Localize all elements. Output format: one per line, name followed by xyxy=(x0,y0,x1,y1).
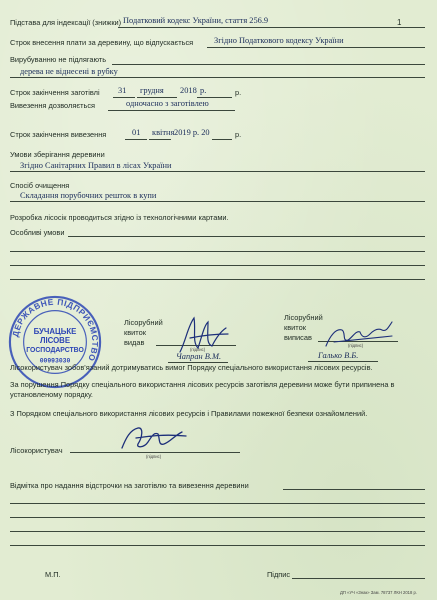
forest-user-signature xyxy=(116,420,190,458)
written-label-3: виписав xyxy=(284,333,312,342)
official-stamp xyxy=(6,293,104,391)
cleaning-value: Складання порубочних решток в купи xyxy=(20,191,157,200)
harvest-end-day: 31 xyxy=(118,86,127,95)
storage-value: Згідно Санітарних Правил в лісах України xyxy=(20,161,172,170)
page-number: 1 xyxy=(397,18,402,27)
violation-text: За порушення Порядку спеціального використання лісових ресурсів заготівля деревини може бути припинена в установленому порядку. xyxy=(10,380,395,399)
basis-label: Підстава для індексації (знижки) xyxy=(10,18,122,27)
issued-label-1: Лісорубний xyxy=(124,318,163,327)
removal-end-year: 2019 р. 20 xyxy=(174,128,210,137)
basis-value: Податковий кодекс України, стаття 256.9 xyxy=(123,16,269,25)
cleaning-label: Спосіб очищення xyxy=(10,181,70,190)
issued-signature xyxy=(172,312,234,360)
deferral-line-3 xyxy=(10,517,425,518)
footer-print-info: ДП «УЧ «Знак» Зам. 78737 ЛКН 2018 р. xyxy=(340,590,417,595)
harvest-end-year-word: р. xyxy=(200,86,207,95)
written-name-line xyxy=(308,361,378,362)
payment-term-value: Згідно Податкового кодексу України xyxy=(214,36,344,45)
harvest-end-month: грудня xyxy=(140,86,164,95)
special-conditions-line-1 xyxy=(68,236,425,237)
written-label-1: Лісорубний xyxy=(284,313,323,322)
forest-user-sig-caption: (підпис) xyxy=(146,454,162,459)
issued-label-3: видав xyxy=(124,338,145,347)
stamp-center-line-1: БУЧАЦЬКЕ xyxy=(33,327,77,337)
issued-sig-caption: (підпис) xyxy=(190,347,206,352)
removal-end-label: Строк закінчення вивезення xyxy=(10,130,107,139)
special-conditions-label: Особливі умови xyxy=(10,228,65,237)
special-conditions-line-4 xyxy=(10,279,425,280)
harvest-end-suffix: р. xyxy=(235,88,242,97)
footer-mp: М.П. xyxy=(45,570,61,579)
harvest-end-year-line xyxy=(197,97,232,98)
footer-signature-label: Підпис xyxy=(267,570,291,579)
footer-signature-line xyxy=(292,578,425,579)
removal-end-day: 01 xyxy=(132,128,141,137)
stamp-top-text: ДЕРЖАВНЕ ПІДПРИЄМСТВО xyxy=(10,296,101,364)
not-felled-underline-1 xyxy=(112,64,425,65)
issued-label-2: квиток xyxy=(124,328,146,337)
obligation-text: Лісокористувач зобов'язаний дотримуватись вимог Порядку спеціального використання лісових ресурсів. xyxy=(10,363,373,372)
harvest-end-day-line xyxy=(113,97,135,98)
removal-end-month: квітня xyxy=(152,128,175,137)
removal-end-day-line xyxy=(125,139,147,140)
issued-name: Чапран В.М. xyxy=(176,352,222,361)
written-signature xyxy=(322,316,396,356)
removal-end-month-line xyxy=(149,139,171,140)
not-felled-value: дерева не віднесені в рубку xyxy=(20,67,118,76)
deferral-line-4 xyxy=(10,531,425,532)
stamp-center-line-3: ГОСПОДАРСТВО xyxy=(26,346,84,354)
harvest-end-year: 2018 xyxy=(180,86,197,95)
written-label-2: квиток xyxy=(284,323,306,332)
removal-allowed-value: одночасно з заготівлею xyxy=(126,99,209,108)
removal-allowed-label: Вивезення дозволяється xyxy=(10,101,96,110)
not-felled-label: Вирубуванню не підлягають xyxy=(10,55,107,64)
payment-term-label: Строк внесення плати за деревину, що відпускається xyxy=(10,38,194,47)
storage-label: Умови зберігання деревини xyxy=(10,150,105,159)
forest-user-label: Лісокористувач xyxy=(10,446,63,455)
written-sig-caption: (підпис) xyxy=(348,343,364,348)
familiar-text: З Порядком спеціального використання лісових ресурсів і Правилами пожежної безпеки ознайомлений. xyxy=(10,409,368,418)
removal-allowed-underline xyxy=(108,110,235,111)
harvest-end-label: Строк закінчення заготівлі xyxy=(10,88,100,97)
not-felled-underline-2 xyxy=(10,77,425,78)
deferral-line-5 xyxy=(10,545,425,546)
deferral-line-2 xyxy=(10,503,425,504)
deferral-line-1 xyxy=(283,489,425,490)
cleaning-underline xyxy=(10,201,425,202)
special-conditions-line-3 xyxy=(10,265,425,266)
special-conditions-line-2 xyxy=(10,251,425,252)
basis-underline xyxy=(118,27,425,28)
stamp-center-line-2: ЛІСОВЕ xyxy=(39,335,71,345)
payment-term-underline xyxy=(207,47,425,48)
deferral-label: Відмітка про надання відстрочки на заготівлю та вивезення деревини xyxy=(10,481,249,490)
development-note: Розробка лісосік проводиться згідно із технологічними картами. xyxy=(10,213,229,222)
stamp-code: 00993030 xyxy=(39,357,71,365)
removal-end-suffix: р. xyxy=(235,130,242,139)
harvest-end-month-line xyxy=(137,97,177,98)
storage-underline xyxy=(10,171,425,172)
written-name: Галько В.Б. xyxy=(318,351,359,360)
removal-end-year-line xyxy=(212,139,232,140)
